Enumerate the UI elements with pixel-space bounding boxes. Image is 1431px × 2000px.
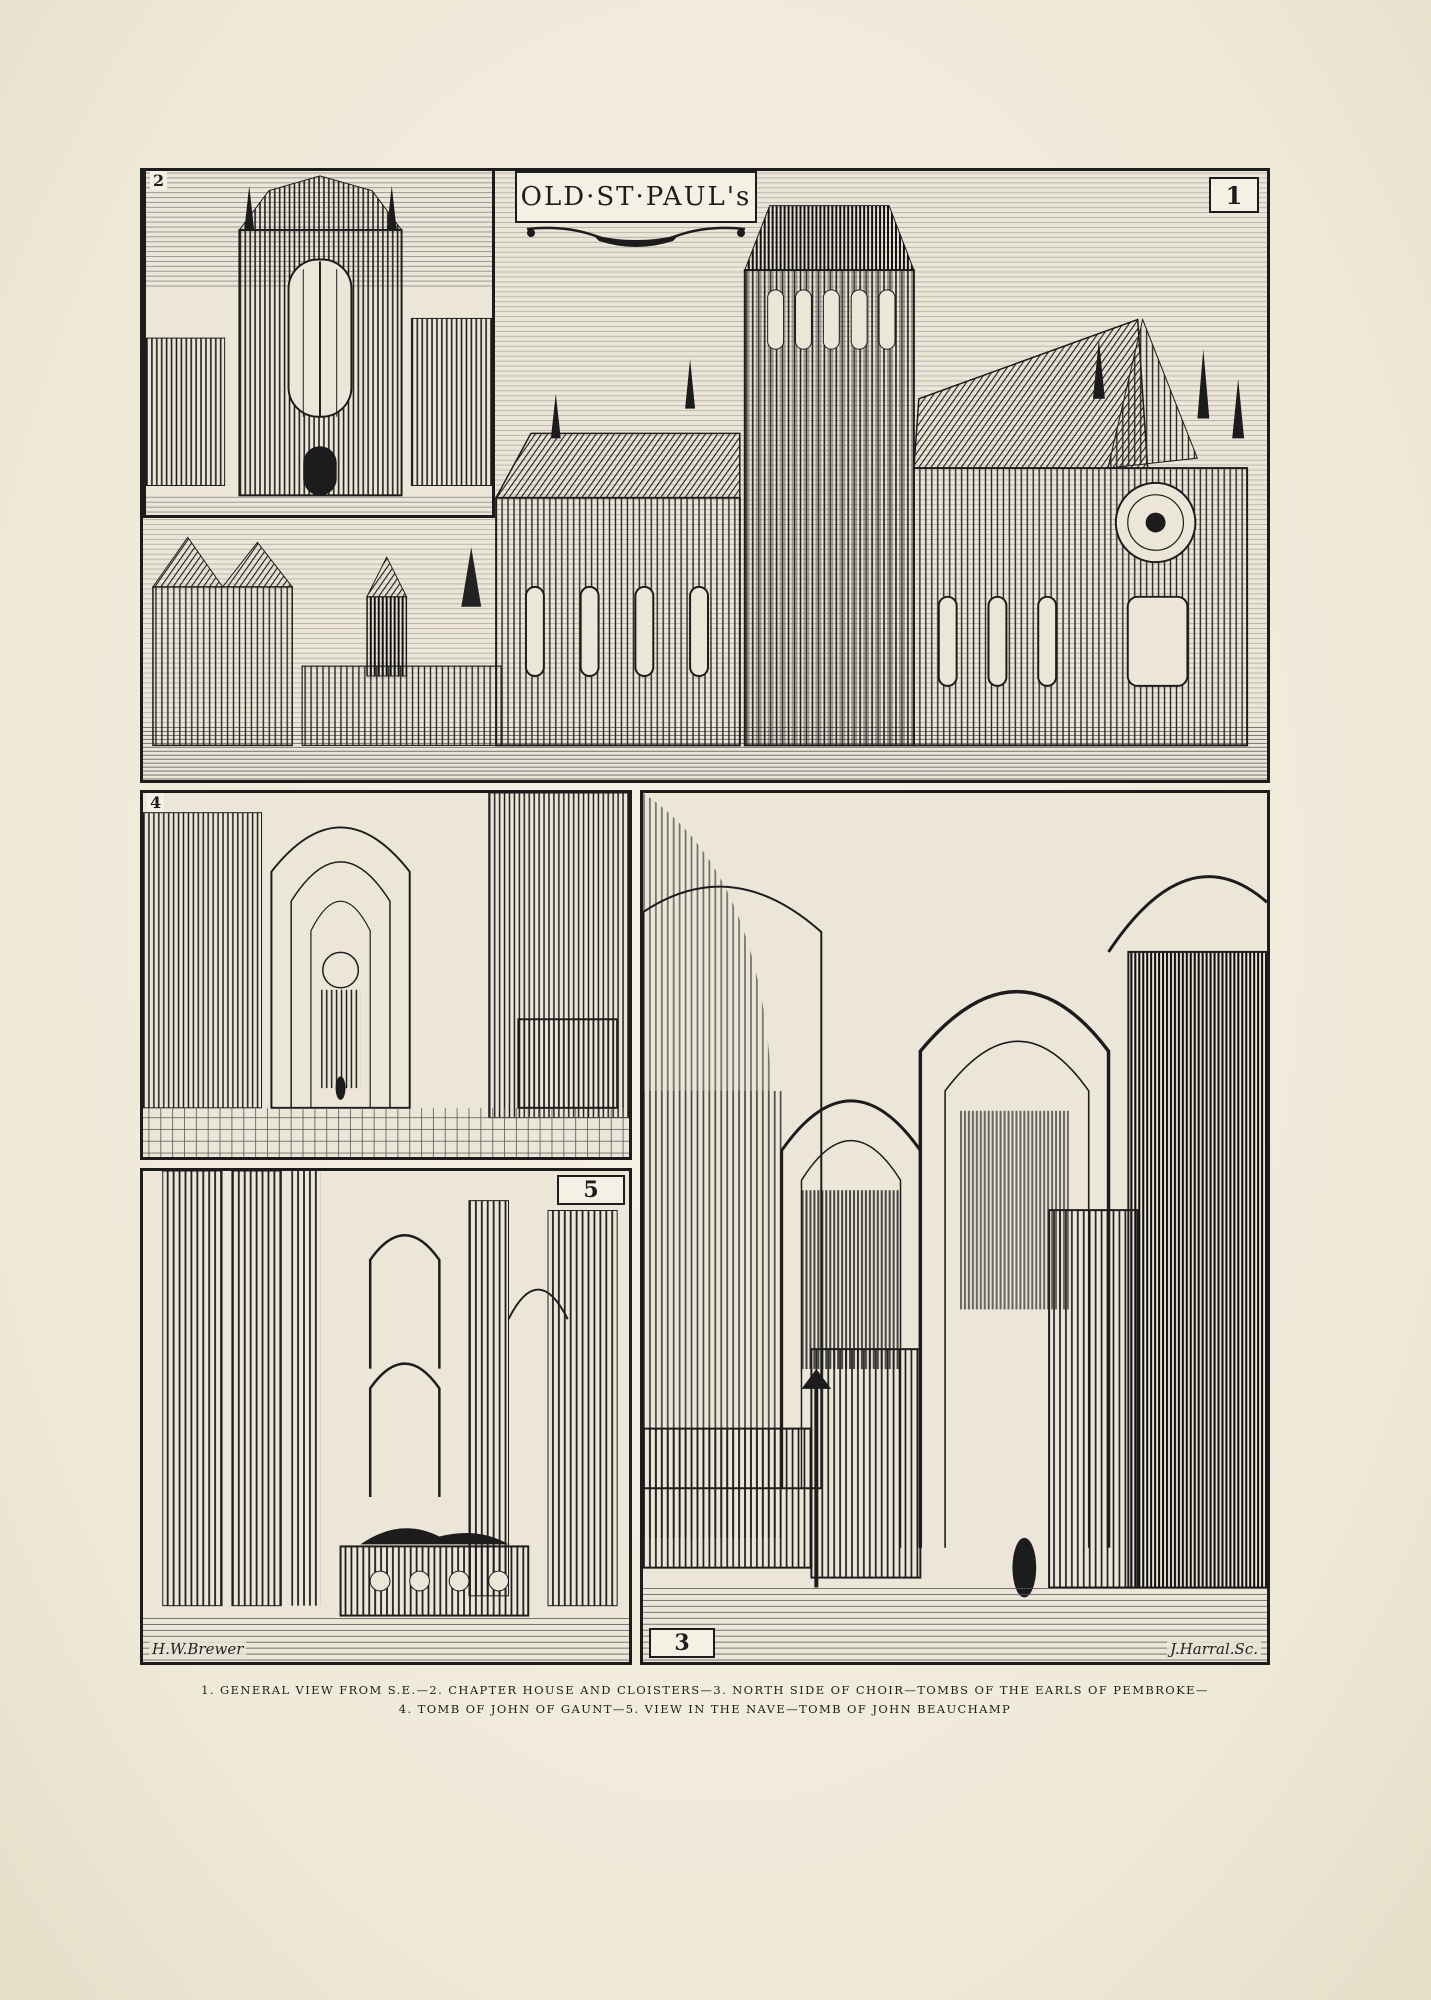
panel-4-number: 4 [147,793,164,812]
panel-3-number: 3 [649,1628,715,1658]
plate-title-cartouche [515,171,757,223]
title-scroll-ornament [523,221,749,249]
panel-5-number: 5 [557,1175,625,1205]
panel-1-number: 1 [1209,177,1259,213]
choir-engraving [643,793,1267,1662]
panel-4-nave [140,790,632,1160]
nave-tomb-engraving [143,1171,629,1662]
nave-engraving [143,793,629,1157]
panel-2-chapter-house [143,168,495,518]
engraver-signature: J.Harral.Sc. [1167,1640,1261,1658]
panel-2-number: 2 [150,171,167,190]
caption-line-2: 4. TOMB OF JOHN OF GAUNT—5. VIEW IN THE NAVE—TOMB OF JOHN BEAUCHAMP [398,1702,1012,1716]
caption-line-1: 1. GENERAL VIEW FROM S.E.—2. CHAPTER HOUSE AND CLOISTERS—3. NORTH SIDE OF CHOIR—TOMBS OF THE EARLS OF PEMBROKE— [201,1683,1209,1697]
panel-5-nave-tomb [140,1168,632,1665]
artist-signature: H.W.Brewer [149,1640,246,1658]
panel-3-choir [640,790,1270,1665]
chapter-house-engraving [146,171,492,515]
plate-title: OLD·ST·PAUL's [520,182,752,212]
